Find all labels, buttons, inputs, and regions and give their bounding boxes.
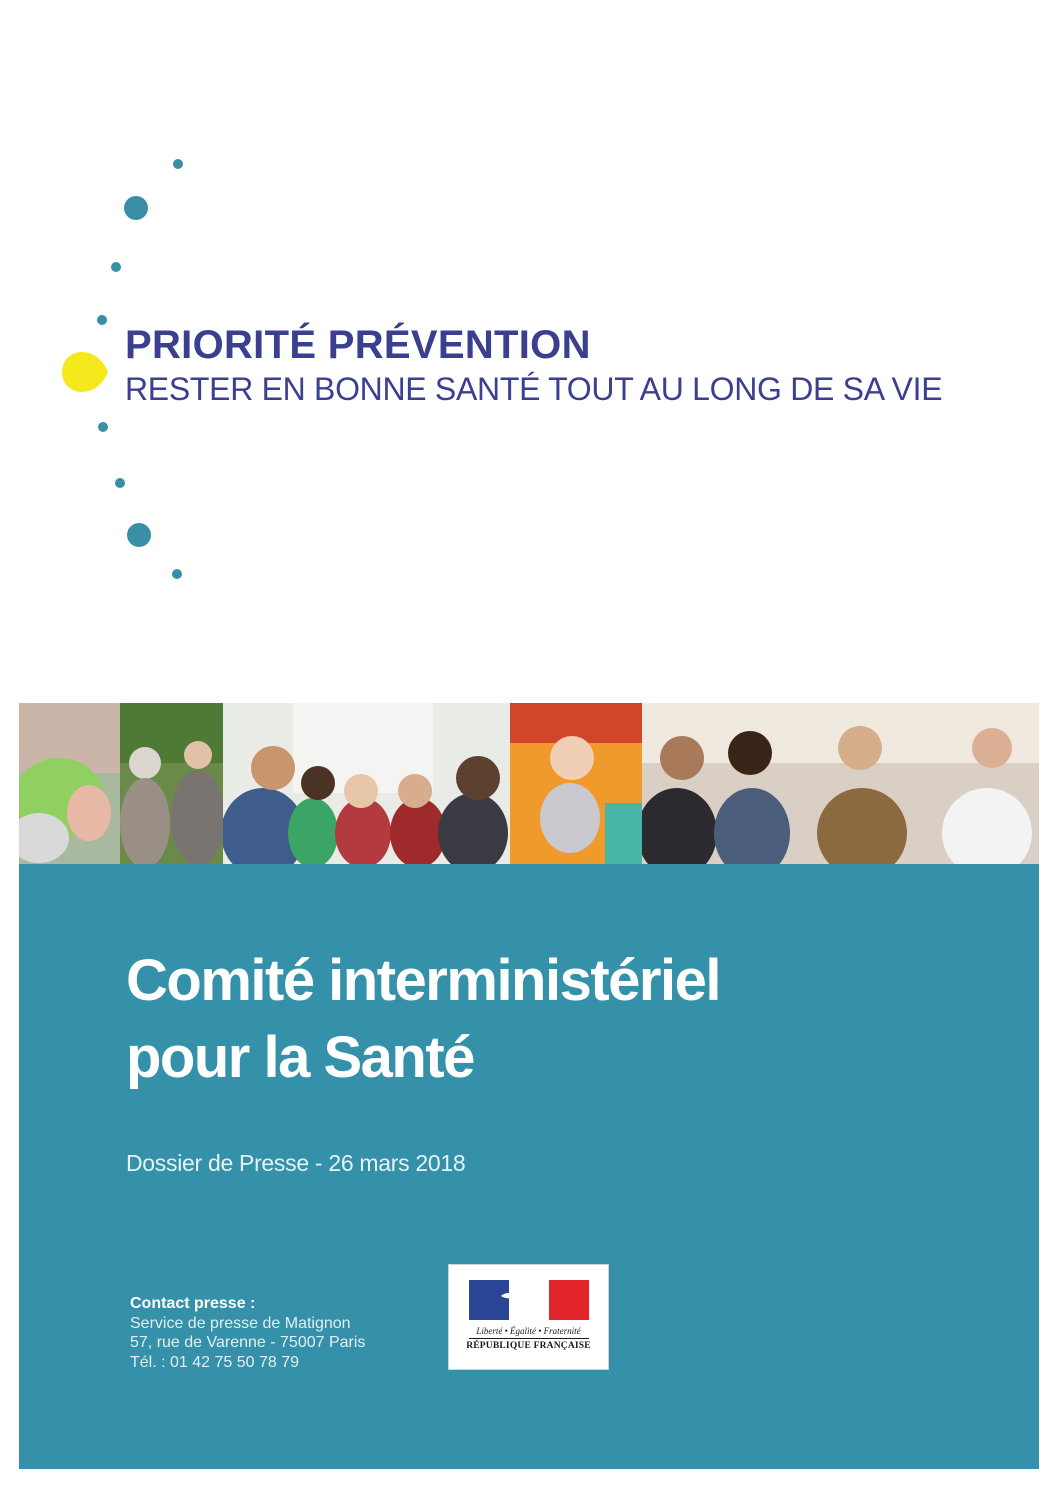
page-subtitle: RESTER EN BONNE SANTÉ TOUT AU LONG DE SA VIE xyxy=(125,371,943,407)
document-title-line: Comité interministériel xyxy=(126,948,720,1013)
decor-dot xyxy=(97,315,107,325)
elderly-couple-photo xyxy=(120,703,223,864)
document-date: Dossier de Presse - 26 mars 2018 xyxy=(126,1150,466,1176)
logo-motto: Liberté • Égalité • Fraternité xyxy=(476,1326,581,1336)
adults-conversation-photo xyxy=(642,703,1039,864)
republique-francaise-logo xyxy=(448,1264,609,1370)
toddler-photo xyxy=(510,703,642,864)
yellow-drop-icon xyxy=(60,350,110,394)
document-title-line: pour la Santé xyxy=(126,1025,474,1090)
baby-feet-photo xyxy=(19,703,120,864)
contact-line: Service de presse de Matignon xyxy=(130,1314,351,1332)
decor-dot xyxy=(173,159,183,169)
decor-dot xyxy=(127,523,151,547)
contact-block xyxy=(130,1294,365,1372)
decor-dot xyxy=(111,262,121,272)
contact-line: Tél. : 01 42 75 50 78 79 xyxy=(130,1353,300,1371)
logo-divider xyxy=(469,1338,589,1339)
marianne-flag-icon xyxy=(469,1280,589,1320)
decor-dot xyxy=(124,196,148,220)
header xyxy=(125,322,942,408)
decor-dot xyxy=(172,569,182,579)
cover-panel xyxy=(19,864,1039,1469)
photo-strip xyxy=(19,703,1039,864)
logo-name: RÉPUBLIQUE FRANÇAISE xyxy=(466,1341,591,1351)
document-title xyxy=(126,942,720,1096)
contact-line: 57, rue de Varenne - 75007 Paris xyxy=(130,1334,366,1351)
page-title: PRIORITÉ PRÉVENTION xyxy=(125,323,591,367)
contact-title: Contact presse : xyxy=(130,1295,256,1312)
decor-dot xyxy=(115,478,125,488)
decor-dot xyxy=(98,422,108,432)
teenagers-group-photo xyxy=(223,703,510,864)
